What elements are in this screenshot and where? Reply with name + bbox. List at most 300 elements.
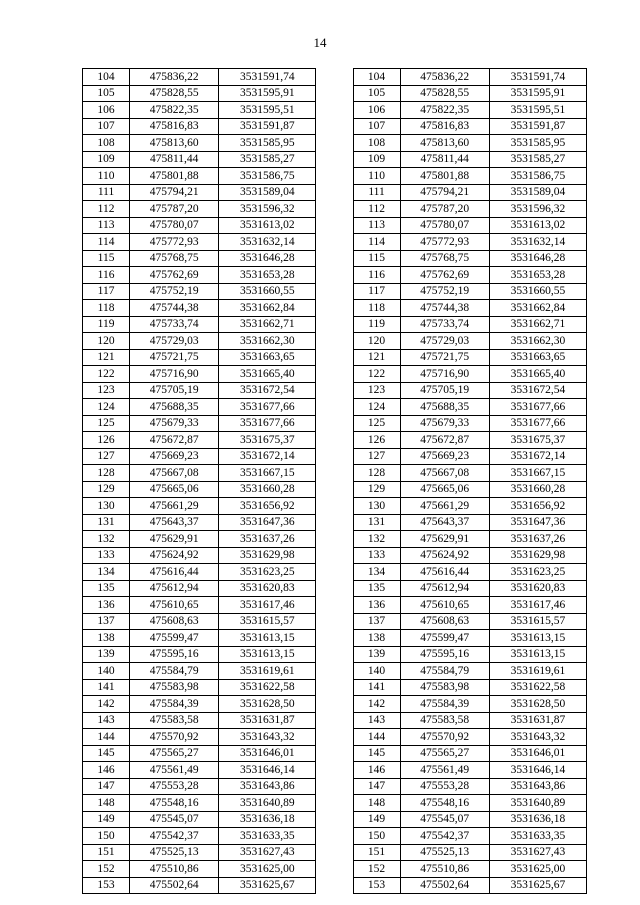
right-x-coordinate: 475570,92 — [400, 729, 489, 746]
left-point-number: 126 — [83, 432, 130, 449]
right-x-coordinate: 475542,37 — [400, 828, 489, 845]
right-point-number: 114 — [353, 234, 400, 251]
right-x-coordinate: 475510,86 — [400, 861, 489, 878]
left-x-coordinate: 475729,03 — [130, 333, 219, 350]
left-x-coordinate: 475542,37 — [130, 828, 219, 845]
left-y-coordinate: 3531625,67 — [219, 877, 316, 894]
right-point-number: 143 — [353, 712, 400, 729]
right-x-coordinate: 475525,13 — [400, 844, 489, 861]
table-row — [83, 349, 587, 366]
left-x-coordinate: 475548,16 — [130, 795, 219, 812]
right-point-number: 150 — [353, 828, 400, 845]
right-x-coordinate: 475629,91 — [400, 531, 489, 548]
left-point-number: 139 — [83, 646, 130, 663]
left-y-coordinate: 3531613,15 — [219, 630, 316, 647]
right-x-coordinate: 475828,55 — [400, 85, 489, 102]
left-x-coordinate: 475828,55 — [130, 85, 219, 102]
left-point-number: 143 — [83, 712, 130, 729]
left-y-coordinate: 3531643,86 — [219, 778, 316, 795]
left-x-coordinate: 475661,29 — [130, 498, 219, 515]
right-y-coordinate: 3531625,67 — [489, 877, 586, 894]
right-x-coordinate: 475584,39 — [400, 696, 489, 713]
right-point-number: 147 — [353, 778, 400, 795]
right-y-coordinate: 3531595,51 — [489, 102, 586, 119]
left-point-number: 125 — [83, 415, 130, 432]
column-gap — [316, 168, 353, 185]
right-y-coordinate: 3531591,74 — [489, 69, 586, 86]
right-x-coordinate: 475599,47 — [400, 630, 489, 647]
table-row — [83, 580, 587, 597]
column-gap — [316, 382, 353, 399]
left-y-coordinate: 3531660,28 — [219, 481, 316, 498]
table-row — [83, 663, 587, 680]
right-y-coordinate: 3531643,32 — [489, 729, 586, 746]
left-x-coordinate: 475553,28 — [130, 778, 219, 795]
table-row — [83, 828, 587, 845]
left-x-coordinate: 475705,19 — [130, 382, 219, 399]
left-y-coordinate: 3531627,43 — [219, 844, 316, 861]
left-x-coordinate: 475565,27 — [130, 745, 219, 762]
table-row — [83, 135, 587, 152]
column-gap — [316, 679, 353, 696]
right-x-coordinate: 475816,83 — [400, 118, 489, 135]
column-gap — [316, 333, 353, 350]
right-y-coordinate: 3531586,75 — [489, 168, 586, 185]
right-y-coordinate: 3531595,91 — [489, 85, 586, 102]
left-point-number: 123 — [83, 382, 130, 399]
left-y-coordinate: 3531595,91 — [219, 85, 316, 102]
table-row — [83, 234, 587, 251]
column-gap — [316, 778, 353, 795]
right-x-coordinate: 475716,90 — [400, 366, 489, 383]
right-y-coordinate: 3531617,46 — [489, 597, 586, 614]
left-x-coordinate: 475752,19 — [130, 283, 219, 300]
right-point-number: 131 — [353, 514, 400, 531]
right-point-number: 108 — [353, 135, 400, 152]
right-x-coordinate: 475661,29 — [400, 498, 489, 515]
left-x-coordinate: 475610,65 — [130, 597, 219, 614]
right-point-number: 112 — [353, 201, 400, 218]
left-point-number: 109 — [83, 151, 130, 168]
right-y-coordinate: 3531662,30 — [489, 333, 586, 350]
table-row — [83, 415, 587, 432]
right-y-coordinate: 3531675,37 — [489, 432, 586, 449]
left-y-coordinate: 3531617,46 — [219, 597, 316, 614]
right-point-number: 141 — [353, 679, 400, 696]
right-x-coordinate: 475545,07 — [400, 811, 489, 828]
column-gap — [316, 151, 353, 168]
column-gap — [316, 580, 353, 597]
left-point-number: 146 — [83, 762, 130, 779]
left-point-number: 147 — [83, 778, 130, 795]
left-x-coordinate: 475583,98 — [130, 679, 219, 696]
left-point-number: 112 — [83, 201, 130, 218]
right-x-coordinate: 475729,03 — [400, 333, 489, 350]
left-point-number: 132 — [83, 531, 130, 548]
right-point-number: 129 — [353, 481, 400, 498]
left-point-number: 107 — [83, 118, 130, 135]
left-point-number: 111 — [83, 184, 130, 201]
right-x-coordinate: 475772,93 — [400, 234, 489, 251]
table-row — [83, 514, 587, 531]
column-gap — [316, 762, 353, 779]
right-x-coordinate: 475768,75 — [400, 250, 489, 267]
column-gap — [316, 481, 353, 498]
table-row — [83, 745, 587, 762]
left-point-number: 145 — [83, 745, 130, 762]
column-gap — [316, 564, 353, 581]
right-x-coordinate: 475669,23 — [400, 448, 489, 465]
right-x-coordinate: 475610,65 — [400, 597, 489, 614]
left-x-coordinate: 475813,60 — [130, 135, 219, 152]
left-point-number: 133 — [83, 547, 130, 564]
left-x-coordinate: 475629,91 — [130, 531, 219, 548]
right-point-number: 137 — [353, 613, 400, 630]
left-point-number: 117 — [83, 283, 130, 300]
column-gap — [316, 201, 353, 218]
left-x-coordinate: 475733,74 — [130, 316, 219, 333]
right-x-coordinate: 475565,27 — [400, 745, 489, 762]
column-gap — [316, 795, 353, 812]
table-row — [83, 795, 587, 812]
column-gap — [316, 646, 353, 663]
table-row — [83, 168, 587, 185]
left-x-coordinate: 475768,75 — [130, 250, 219, 267]
column-gap — [316, 811, 353, 828]
left-y-coordinate: 3531663,65 — [219, 349, 316, 366]
right-point-number: 138 — [353, 630, 400, 647]
right-point-number: 113 — [353, 217, 400, 234]
left-point-number: 137 — [83, 613, 130, 630]
right-point-number: 106 — [353, 102, 400, 119]
left-y-coordinate: 3531591,87 — [219, 118, 316, 135]
right-x-coordinate: 475584,79 — [400, 663, 489, 680]
left-x-coordinate: 475525,13 — [130, 844, 219, 861]
right-x-coordinate: 475553,28 — [400, 778, 489, 795]
table-row — [83, 729, 587, 746]
table-row — [83, 547, 587, 564]
right-x-coordinate: 475583,58 — [400, 712, 489, 729]
column-gap — [316, 448, 353, 465]
left-point-number: 153 — [83, 877, 130, 894]
right-point-number: 128 — [353, 465, 400, 482]
left-y-coordinate: 3531672,54 — [219, 382, 316, 399]
left-point-number: 113 — [83, 217, 130, 234]
left-point-number: 108 — [83, 135, 130, 152]
left-point-number: 136 — [83, 597, 130, 614]
table-row — [83, 267, 587, 284]
column-gap — [316, 135, 353, 152]
right-y-coordinate: 3531647,36 — [489, 514, 586, 531]
right-point-number: 109 — [353, 151, 400, 168]
left-point-number: 127 — [83, 448, 130, 465]
left-y-coordinate: 3531643,32 — [219, 729, 316, 746]
right-y-coordinate: 3531613,02 — [489, 217, 586, 234]
column-gap — [316, 745, 353, 762]
left-y-coordinate: 3531636,18 — [219, 811, 316, 828]
right-y-coordinate: 3531662,84 — [489, 300, 586, 317]
left-x-coordinate: 475822,35 — [130, 102, 219, 119]
left-point-number: 141 — [83, 679, 130, 696]
left-x-coordinate: 475762,69 — [130, 267, 219, 284]
table-row — [83, 300, 587, 317]
right-x-coordinate: 475561,49 — [400, 762, 489, 779]
column-gap — [316, 597, 353, 614]
left-y-coordinate: 3531662,30 — [219, 333, 316, 350]
right-y-coordinate: 3531677,66 — [489, 399, 586, 416]
table-row — [83, 696, 587, 713]
table-row — [83, 448, 587, 465]
table-row — [83, 399, 587, 416]
column-gap — [316, 877, 353, 894]
column-gap — [316, 696, 353, 713]
right-y-coordinate: 3531591,87 — [489, 118, 586, 135]
right-point-number: 107 — [353, 118, 400, 135]
right-y-coordinate: 3531613,15 — [489, 646, 586, 663]
table-row — [83, 498, 587, 515]
right-y-coordinate: 3531677,66 — [489, 415, 586, 432]
table-row — [83, 102, 587, 119]
right-x-coordinate: 475595,16 — [400, 646, 489, 663]
column-gap — [316, 861, 353, 878]
column-gap — [316, 300, 353, 317]
column-gap — [316, 844, 353, 861]
column-gap — [316, 630, 353, 647]
right-y-coordinate: 3531627,43 — [489, 844, 586, 861]
table-row — [83, 118, 587, 135]
right-y-coordinate: 3531660,28 — [489, 481, 586, 498]
left-y-coordinate: 3531667,15 — [219, 465, 316, 482]
left-x-coordinate: 475688,35 — [130, 399, 219, 416]
table-row — [83, 630, 587, 647]
right-x-coordinate: 475721,75 — [400, 349, 489, 366]
right-point-number: 148 — [353, 795, 400, 812]
left-x-coordinate: 475612,94 — [130, 580, 219, 597]
left-y-coordinate: 3531620,83 — [219, 580, 316, 597]
left-y-coordinate: 3531672,14 — [219, 448, 316, 465]
right-point-number: 116 — [353, 267, 400, 284]
left-x-coordinate: 475772,93 — [130, 234, 219, 251]
table-row — [83, 564, 587, 581]
left-x-coordinate: 475608,63 — [130, 613, 219, 630]
left-y-coordinate: 3531632,14 — [219, 234, 316, 251]
right-point-number: 152 — [353, 861, 400, 878]
right-point-number: 118 — [353, 300, 400, 317]
right-point-number: 110 — [353, 168, 400, 185]
left-y-coordinate: 3531665,40 — [219, 366, 316, 383]
left-x-coordinate: 475584,79 — [130, 663, 219, 680]
left-point-number: 131 — [83, 514, 130, 531]
right-y-coordinate: 3531625,00 — [489, 861, 586, 878]
column-gap — [316, 283, 353, 300]
left-point-number: 130 — [83, 498, 130, 515]
right-y-coordinate: 3531637,26 — [489, 531, 586, 548]
right-x-coordinate: 475811,44 — [400, 151, 489, 168]
right-point-number: 146 — [353, 762, 400, 779]
left-y-coordinate: 3531586,75 — [219, 168, 316, 185]
left-x-coordinate: 475561,49 — [130, 762, 219, 779]
left-y-coordinate: 3531591,74 — [219, 69, 316, 86]
left-point-number: 121 — [83, 349, 130, 366]
column-gap — [316, 366, 353, 383]
table-row — [83, 465, 587, 482]
left-y-coordinate: 3531677,66 — [219, 415, 316, 432]
left-x-coordinate: 475794,21 — [130, 184, 219, 201]
left-point-number: 142 — [83, 696, 130, 713]
right-point-number: 134 — [353, 564, 400, 581]
left-y-coordinate: 3531675,37 — [219, 432, 316, 449]
left-x-coordinate: 475667,08 — [130, 465, 219, 482]
column-gap — [316, 85, 353, 102]
column-gap — [316, 349, 353, 366]
right-x-coordinate: 475624,92 — [400, 547, 489, 564]
right-point-number: 139 — [353, 646, 400, 663]
left-y-coordinate: 3531613,15 — [219, 646, 316, 663]
right-point-number: 104 — [353, 69, 400, 86]
table-row — [83, 316, 587, 333]
left-y-coordinate: 3531633,35 — [219, 828, 316, 845]
right-x-coordinate: 475612,94 — [400, 580, 489, 597]
right-y-coordinate: 3531662,71 — [489, 316, 586, 333]
left-x-coordinate: 475716,90 — [130, 366, 219, 383]
left-x-coordinate: 475836,22 — [130, 69, 219, 86]
right-point-number: 136 — [353, 597, 400, 614]
right-x-coordinate: 475794,21 — [400, 184, 489, 201]
table-row — [83, 531, 587, 548]
right-point-number: 111 — [353, 184, 400, 201]
right-point-number: 105 — [353, 85, 400, 102]
right-point-number: 130 — [353, 498, 400, 515]
left-x-coordinate: 475502,64 — [130, 877, 219, 894]
left-y-coordinate: 3531653,28 — [219, 267, 316, 284]
left-y-coordinate: 3531629,98 — [219, 547, 316, 564]
left-x-coordinate: 475643,37 — [130, 514, 219, 531]
left-point-number: 114 — [83, 234, 130, 251]
left-y-coordinate: 3531613,02 — [219, 217, 316, 234]
right-x-coordinate: 475672,87 — [400, 432, 489, 449]
column-gap — [316, 828, 353, 845]
left-y-coordinate: 3531631,87 — [219, 712, 316, 729]
left-point-number: 120 — [83, 333, 130, 350]
left-point-number: 144 — [83, 729, 130, 746]
right-y-coordinate: 3531631,87 — [489, 712, 586, 729]
right-point-number: 122 — [353, 366, 400, 383]
right-y-coordinate: 3531672,14 — [489, 448, 586, 465]
left-point-number: 128 — [83, 465, 130, 482]
table-row — [83, 811, 587, 828]
left-y-coordinate: 3531647,36 — [219, 514, 316, 531]
right-point-number: 125 — [353, 415, 400, 432]
left-x-coordinate: 475599,47 — [130, 630, 219, 647]
left-point-number: 119 — [83, 316, 130, 333]
right-x-coordinate: 475502,64 — [400, 877, 489, 894]
column-gap — [316, 184, 353, 201]
right-x-coordinate: 475583,98 — [400, 679, 489, 696]
right-y-coordinate: 3531628,50 — [489, 696, 586, 713]
left-x-coordinate: 475570,92 — [130, 729, 219, 746]
left-y-coordinate: 3531623,25 — [219, 564, 316, 581]
right-x-coordinate: 475780,07 — [400, 217, 489, 234]
left-point-number: 104 — [83, 69, 130, 86]
right-x-coordinate: 475679,33 — [400, 415, 489, 432]
right-x-coordinate: 475744,38 — [400, 300, 489, 317]
column-gap — [316, 69, 353, 86]
table-row — [83, 85, 587, 102]
table-row — [83, 712, 587, 729]
left-x-coordinate: 475780,07 — [130, 217, 219, 234]
right-y-coordinate: 3531663,65 — [489, 349, 586, 366]
table-row — [83, 861, 587, 878]
column-gap — [316, 663, 353, 680]
left-point-number: 140 — [83, 663, 130, 680]
left-y-coordinate: 3531596,32 — [219, 201, 316, 218]
left-y-coordinate: 3531662,84 — [219, 300, 316, 317]
table-row — [83, 151, 587, 168]
left-y-coordinate: 3531595,51 — [219, 102, 316, 119]
left-x-coordinate: 475584,39 — [130, 696, 219, 713]
right-point-number: 142 — [353, 696, 400, 713]
right-point-number: 149 — [353, 811, 400, 828]
left-point-number: 134 — [83, 564, 130, 581]
coordinates-table-body — [83, 69, 587, 894]
column-gap — [316, 250, 353, 267]
right-x-coordinate: 475822,35 — [400, 102, 489, 119]
left-point-number: 115 — [83, 250, 130, 267]
left-x-coordinate: 475672,87 — [130, 432, 219, 449]
left-point-number: 129 — [83, 481, 130, 498]
left-y-coordinate: 3531637,26 — [219, 531, 316, 548]
right-x-coordinate: 475762,69 — [400, 267, 489, 284]
table-row — [83, 597, 587, 614]
left-point-number: 105 — [83, 85, 130, 102]
right-point-number: 119 — [353, 316, 400, 333]
table-row — [83, 366, 587, 383]
table-row — [83, 481, 587, 498]
left-x-coordinate: 475583,58 — [130, 712, 219, 729]
left-y-coordinate: 3531640,89 — [219, 795, 316, 812]
right-point-number: 140 — [353, 663, 400, 680]
left-y-coordinate: 3531628,50 — [219, 696, 316, 713]
left-y-coordinate: 3531585,95 — [219, 135, 316, 152]
left-point-number: 150 — [83, 828, 130, 845]
left-y-coordinate: 3531660,55 — [219, 283, 316, 300]
table-row — [83, 646, 587, 663]
left-y-coordinate: 3531625,00 — [219, 861, 316, 878]
right-y-coordinate: 3531629,98 — [489, 547, 586, 564]
right-y-coordinate: 3531646,28 — [489, 250, 586, 267]
table-row — [83, 283, 587, 300]
left-x-coordinate: 475510,86 — [130, 861, 219, 878]
table-row — [83, 333, 587, 350]
right-point-number: 117 — [353, 283, 400, 300]
right-x-coordinate: 475667,08 — [400, 465, 489, 482]
left-y-coordinate: 3531585,27 — [219, 151, 316, 168]
table-row — [83, 679, 587, 696]
right-x-coordinate: 475665,06 — [400, 481, 489, 498]
left-y-coordinate: 3531622,58 — [219, 679, 316, 696]
right-y-coordinate: 3531646,01 — [489, 745, 586, 762]
column-gap — [316, 531, 353, 548]
left-point-number: 149 — [83, 811, 130, 828]
left-y-coordinate: 3531656,92 — [219, 498, 316, 515]
right-y-coordinate: 3531660,55 — [489, 283, 586, 300]
right-point-number: 115 — [353, 250, 400, 267]
table-row — [83, 184, 587, 201]
right-y-coordinate: 3531632,14 — [489, 234, 586, 251]
left-x-coordinate: 475616,44 — [130, 564, 219, 581]
right-x-coordinate: 475705,19 — [400, 382, 489, 399]
right-y-coordinate: 3531646,14 — [489, 762, 586, 779]
